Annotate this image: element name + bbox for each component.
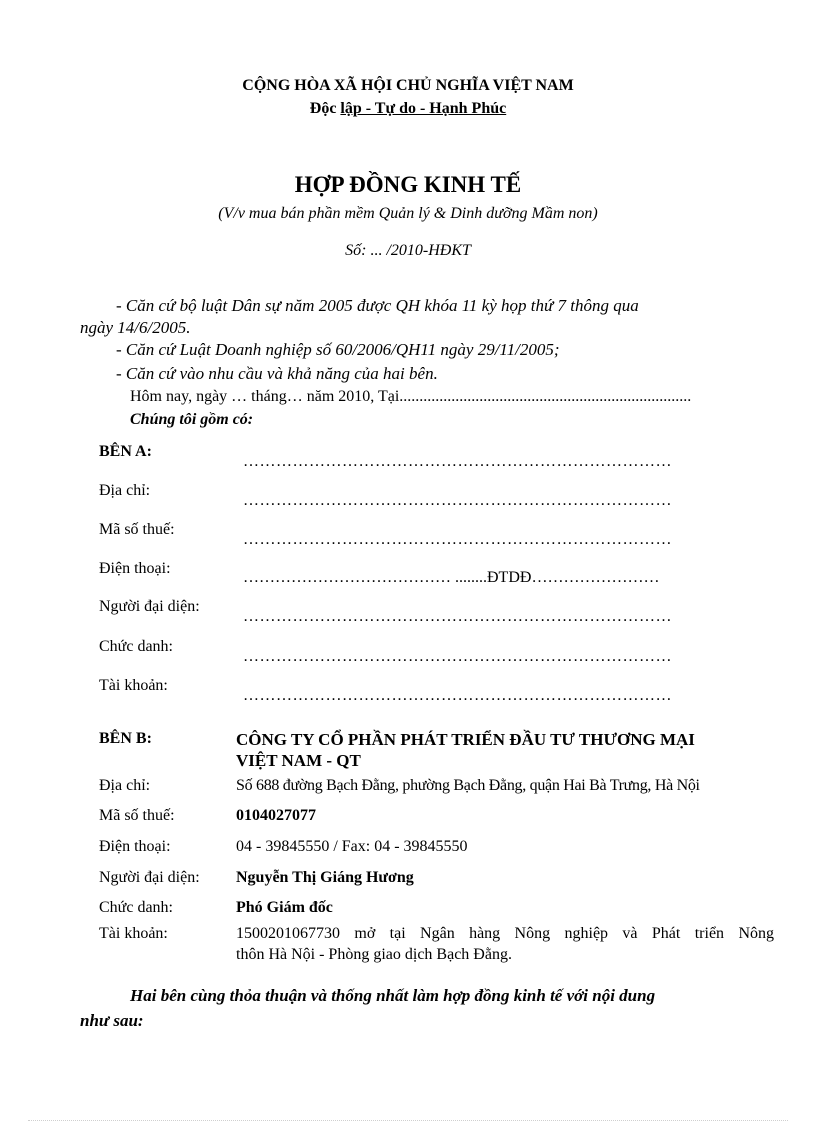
closing-line-1: Hai bên cùng thỏa thuận và thống nhất làm hợp đồng kinh tế với nội dung — [130, 986, 656, 1005]
party-a-tax-blank: …………………………………………………………………… — [243, 531, 672, 548]
party-a-phone-blank: ………………………………… ........ĐTDĐ…………………… — [243, 569, 660, 586]
party-b-position: Phó Giám đốc — [236, 899, 333, 916]
basis-2: - Căn cứ Luật Doanh nghiệp số 60/2006/QH11 ngày 29/11/2005; — [116, 340, 560, 359]
party-a-account-blank: …………………………………………………………………… — [243, 687, 672, 704]
date-line: Hôm nay, ngày … tháng… năm 2010, Tại......................................................................... — [130, 388, 692, 405]
party-a-position-blank: …………………………………………………………………… — [243, 648, 672, 665]
motto-underlined: lập - Tự do - Hạnh Phúc — [340, 100, 507, 117]
party-b-phone: 04 - 39845550 / Fax: 04 - 39845550 — [236, 838, 468, 855]
party-b-position-label: Chức danh: — [99, 899, 173, 916]
party-a-name-blank: …………………………………………………………………… — [243, 453, 672, 470]
party-b-account-label: Tài khoản: — [99, 925, 168, 942]
party-b-rep: Nguyễn Thị Giáng Hương — [236, 869, 414, 886]
contract-subtitle: (V/v mua bán phần mềm Quản lý & Dinh dưỡng Mầm non) — [218, 205, 598, 222]
party-b-rep-label: Người đại diện: — [99, 869, 200, 886]
party-b-address-label: Địa chỉ: — [99, 777, 151, 794]
nation-heading: CỘNG HÒA XÃ HỘI CHỦ NGHĨA VIỆT NAM — [242, 77, 574, 94]
basis-1-line-2: ngày 14/6/2005. — [80, 318, 191, 337]
motto — [0, 100, 816, 118]
party-a-phone-label: Điện thoại: — [99, 560, 171, 577]
party-a-address-blank: …………………………………………………………………… — [243, 492, 672, 509]
party-b-company-line-1: CÔNG TY CỔ PHẦN PHÁT TRIỂN ĐẦU TƯ THƯƠNG MẠI — [236, 730, 695, 749]
contract-title: HỢP ĐỒNG KINH TẾ — [294, 172, 522, 197]
party-b-account-line-2: thôn Hà Nội - Phòng giao dịch Bạch Đằng. — [236, 946, 512, 963]
party-a-label: BÊN A: — [99, 443, 152, 460]
party-a-rep-label: Người đại diện: — [99, 598, 200, 615]
motto-prefix: Độc — [309, 100, 341, 117]
closing-line-2: như sau: — [80, 1011, 144, 1030]
party-a-position-label: Chức danh: — [99, 638, 173, 655]
party-a-rep-blank: …………………………………………………………………… — [243, 608, 672, 625]
party-b-company-line-2: VIỆT NAM - QT — [236, 751, 361, 770]
party-b-label: BÊN B: — [99, 730, 152, 747]
party-a-tax-label: Mã số thuế: — [99, 521, 175, 538]
page-bottom-divider — [28, 1120, 788, 1121]
party-b-account-line-1: 1500201067730 mở tại Ngân hàng Nông nghiệp và Phát triển Nông — [236, 925, 774, 942]
basis-3: - Căn cứ vào nhu cầu và khả năng của hai bên. — [116, 364, 438, 383]
basis-1-line-1: - Căn cứ bộ luật Dân sự năm 2005 được QH khóa 11 kỳ họp thứ 7 thông qua — [116, 296, 639, 315]
party-a-account-label: Tài khoản: — [99, 677, 168, 694]
party-b-address: Số 688 đường Bạch Đằng, phường Bạch Đằng, quận Hai Bà Trưng, Hà Nội — [236, 777, 700, 794]
party-b-tax-label: Mã số thuế: — [99, 807, 175, 824]
party-b-tax: 0104027077 — [236, 807, 316, 824]
contract-number: Số: ... /2010-HĐKT — [345, 242, 471, 259]
we-include: Chúng tôi gồm có: — [130, 411, 254, 428]
party-a-address-label: Địa chỉ: — [99, 482, 151, 499]
party-b-phone-label: Điện thoại: — [99, 838, 171, 855]
